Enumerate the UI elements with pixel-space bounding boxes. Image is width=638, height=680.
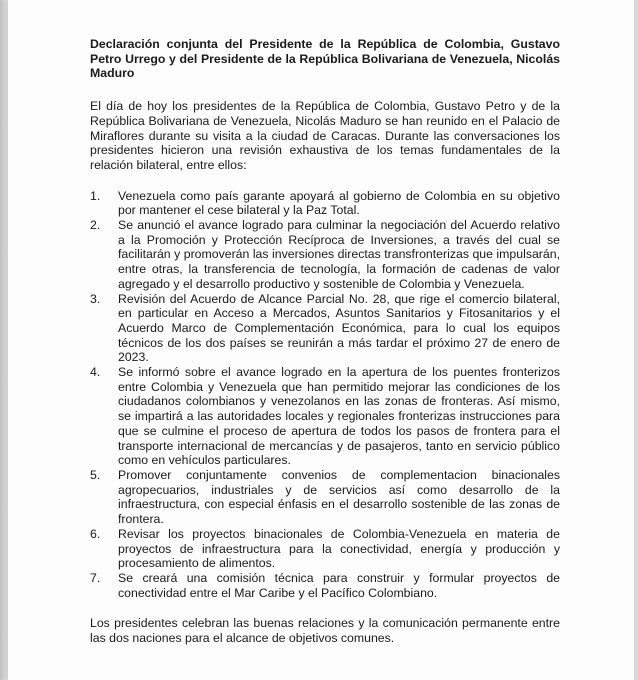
list-item-text: Revisión del Acuerdo de Alcance Parcial No. 28, que rige el comercio bilateral, en particular en Acceso a Mercados, Asuntos Sanitarios y Fitosanitarios y el Acuerdo Marco de Complementación Económica, para lo cual los equipos técnicos de los dos países se reunirán a más tardar el próximo 27 de enero de 2023. xyxy=(118,291,560,365)
list-item-text: Revisar los proyectos binacionales de Colombia-Venezuela en materia de proyectos de infraestructura para la conectividad, energía y producción y procesamiento de alimentos. xyxy=(118,526,560,571)
list-item-text: Se anunció el avance logrado para culminar la negociación del Acuerdo relativo a la Promoción y Protección Recíproca de Inversiones, a través del cual se facilitarán y promoverán las inversiones directas transfronterizas que impulsarán, entre otras, la transferencia de tecnología, la formación de cadenas de valor agregado y el desarrollo productivo y sostenible de Colombia y Venezuela. xyxy=(118,218,560,291)
list-item-text: Se informó sobre el avance logrado en la apertura de los puentes fronterizos entre Colombia y Venezuela que han permitido mejorar las condiciones de los ciudadanos colombianos y venezolanos en las zonas de fronteras. Así mismo, se impartirá a las autoridades locales y regionales fronterizas instrucciones para que se culmine el proceso de apertura de todos los pasos de frontera para el transporte internacional de mercancías y de pasajeros, tanto en servicio público como en vehículos particulares. xyxy=(118,365,560,468)
list-item xyxy=(90,365,560,468)
list-item xyxy=(90,218,560,292)
list-item-number: 5. xyxy=(90,467,101,482)
list-item xyxy=(90,527,560,571)
topics-list xyxy=(90,189,560,601)
list-item-number: 3. xyxy=(90,291,101,306)
list-item xyxy=(90,189,560,218)
document-body xyxy=(90,37,560,646)
closing-paragraph: Los presidentes celebran las buenas relaciones y la comunicación permanente entre las dos naciones para el alcance de objetivos comunes. xyxy=(90,616,560,646)
list-item xyxy=(90,292,560,366)
list-item-number: 1. xyxy=(90,188,101,203)
list-item-text: Venezuela como país garante apoyará al gobierno de Colombia en su objetivo por mantener el cese bilateral y la Paz Total. xyxy=(118,188,560,218)
list-item-number: 2. xyxy=(90,218,101,233)
page-edge-shadow xyxy=(0,0,8,680)
list-item-text: Se creará una comisión técnica para construir y formular proyectos de conectividad entre el Mar Caribe y el Pacífico Colombiano. xyxy=(118,570,560,600)
list-item-number: 4. xyxy=(90,365,101,380)
list-item xyxy=(90,571,560,600)
list-item-number: 6. xyxy=(90,526,101,541)
document-title: Declaración conjunta del Presidente de la República de Colombia, Gustavo Petro Urrego y del Presidente de la República Bolivariana de Venezuela, Nicolás Maduro xyxy=(90,37,560,81)
document-page xyxy=(8,0,634,680)
list-item-text: Promover conjuntamente convenios de complementacion binacionales agropecuarios, industriales y de servicios así como desarrollo de la infraestructura, con especial énfasis en el desarrollo sostenible de las zonas de frontera. xyxy=(118,467,560,527)
list-item xyxy=(90,468,560,527)
intro-paragraph: El día de hoy los presidentes de la República de Colombia, Gustavo Petro y de la República Bolivariana de Venezuela, Nicolás Maduro se han reunido en el Palacio de Miraflores durante su visita a la ciudad de Caracas. Durante las conversaciones los presidentes hicieron una revisión exhaustiva de los temas fundamentales de la relación bilateral, entre ellos: xyxy=(90,99,560,172)
list-item-number: 7. xyxy=(90,570,101,585)
